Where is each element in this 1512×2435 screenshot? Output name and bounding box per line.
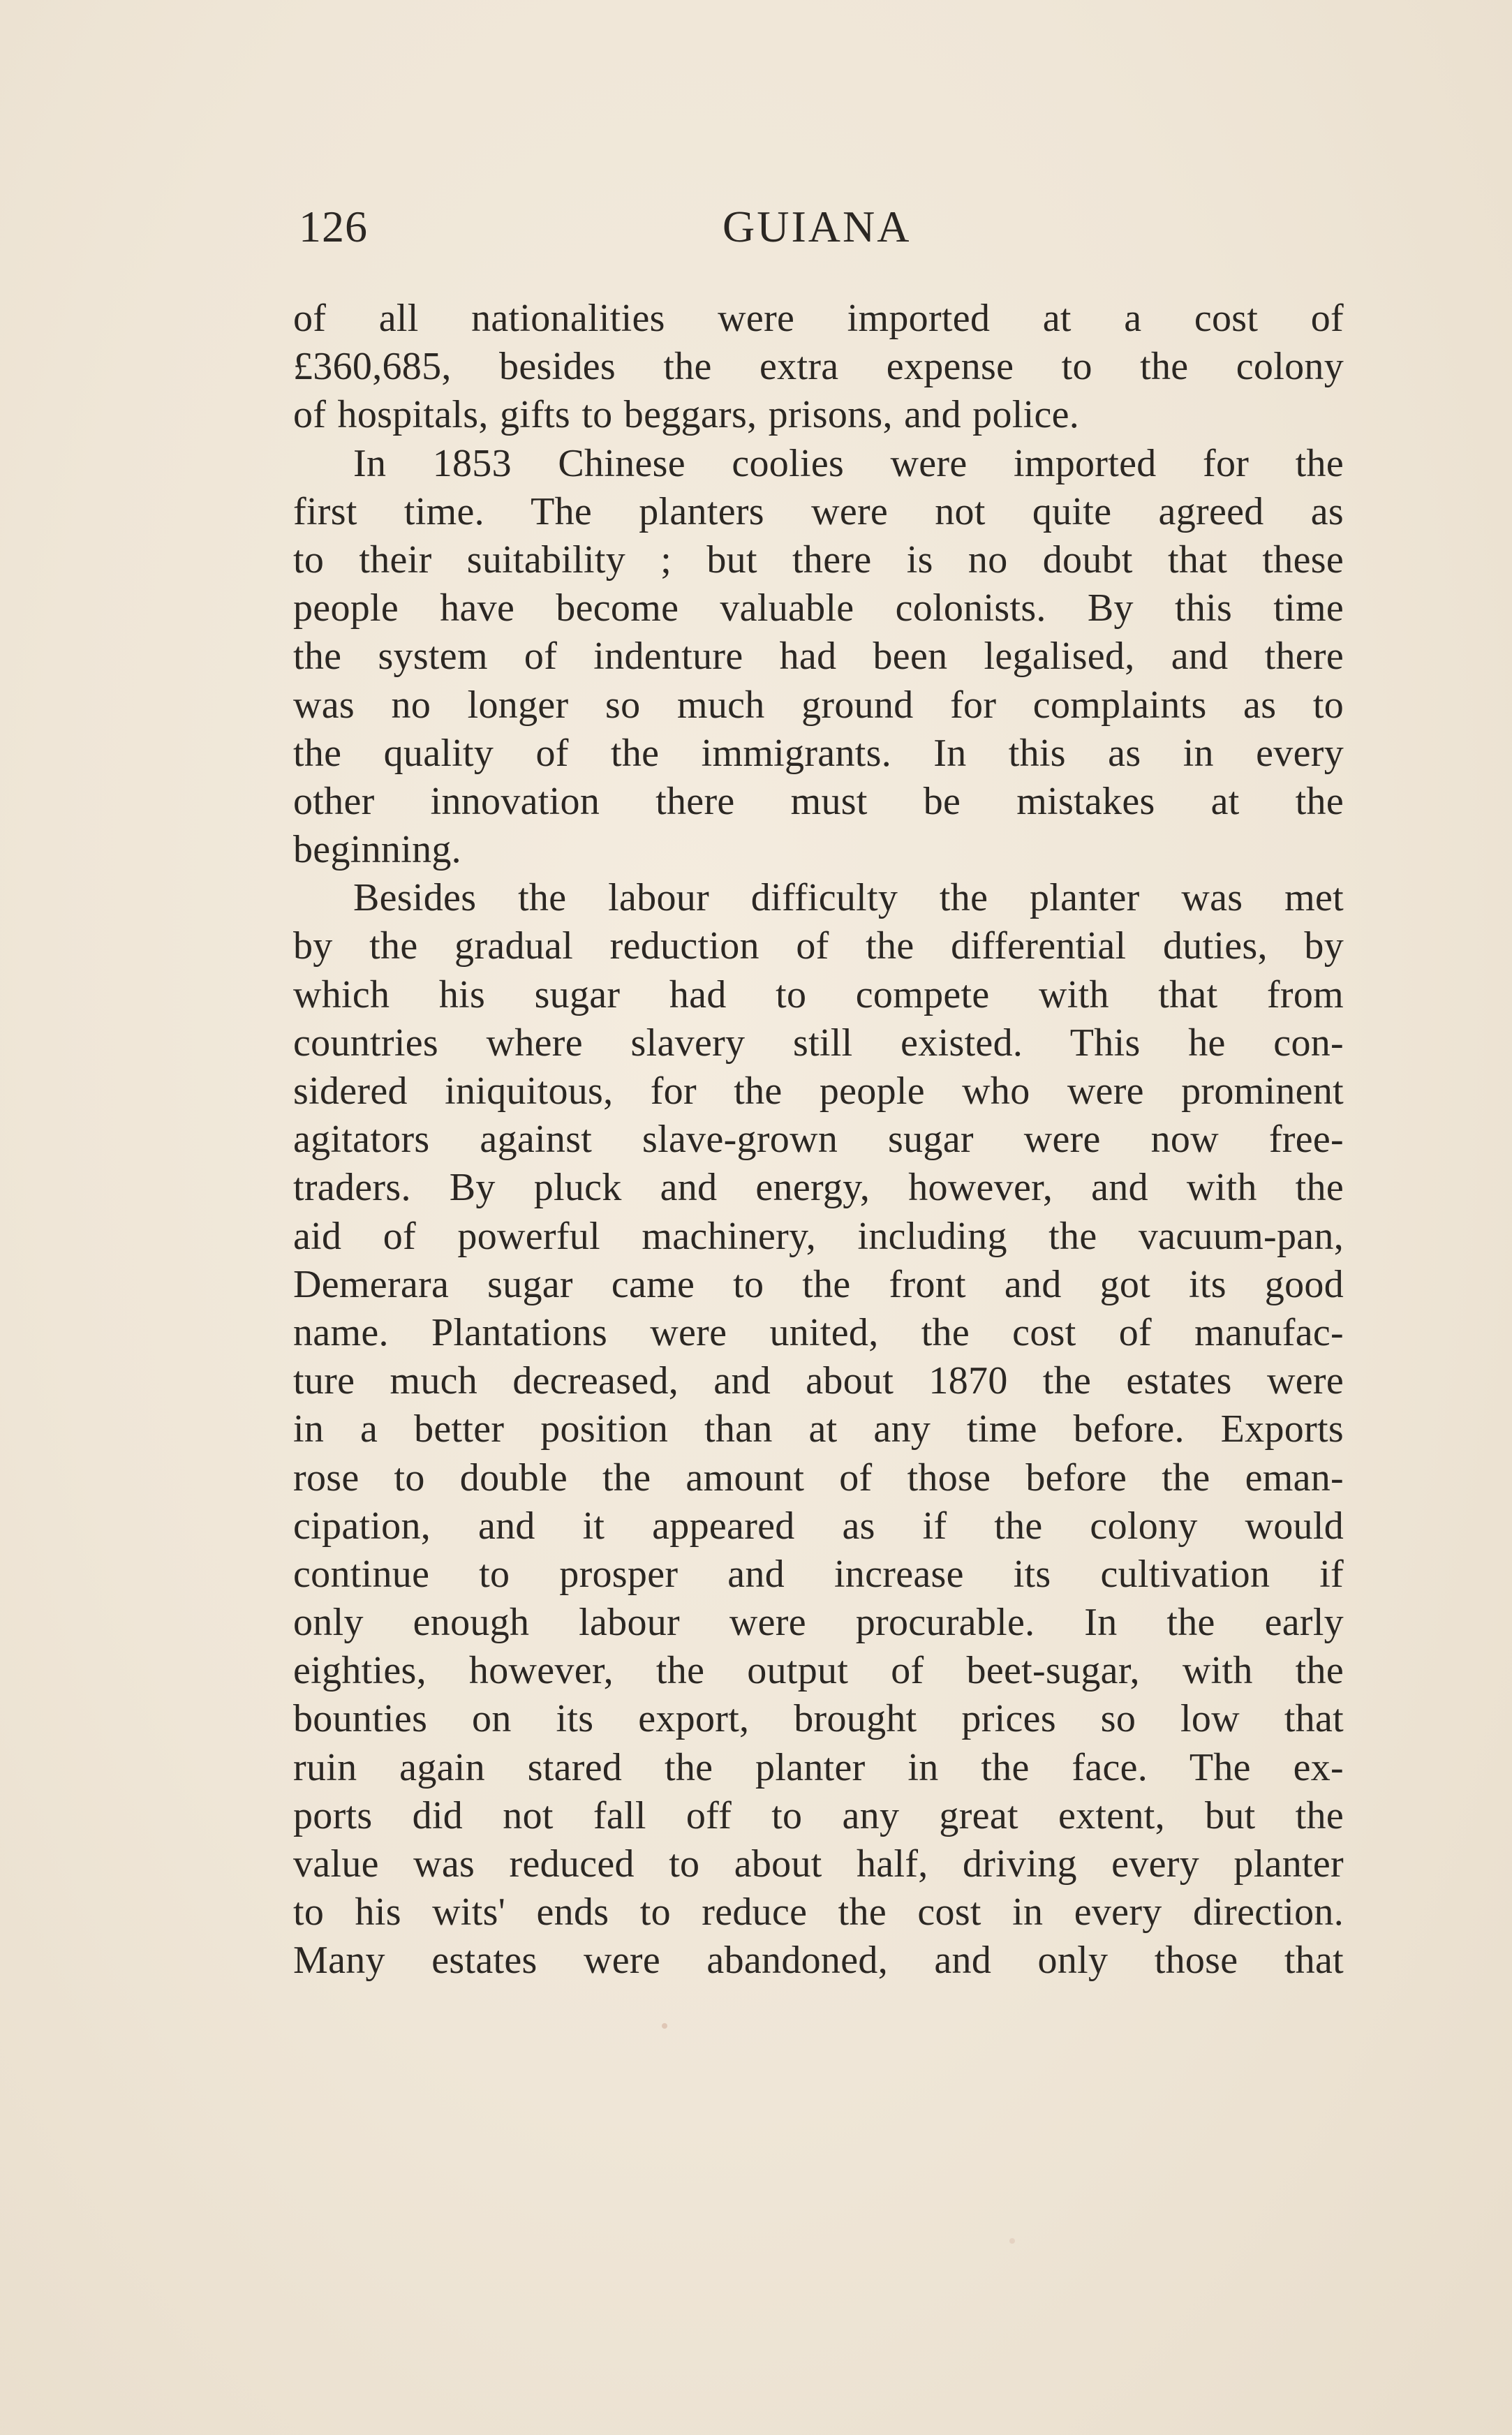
text-line: eighties, however, the output of beet-sugar, with the <box>293 1649 1344 1693</box>
text-line: of hospitals, gifts to beggars, prisons, and police. <box>293 393 1080 437</box>
text-line: traders. By pluck and energy, however, and with the <box>293 1166 1344 1210</box>
text-line: Demerara sugar came to the front and got its good <box>293 1262 1344 1306</box>
text-line: aid of powerful machinery, including the vacuum-pan, <box>293 1214 1344 1258</box>
text-line: other innovation there must be mistakes at the <box>293 779 1344 823</box>
text-line: rose to double the amount of those before the eman- <box>293 1456 1344 1500</box>
text-line: was no longer so much ground for complaints as to <box>293 683 1344 727</box>
text-line: beginning. <box>293 828 461 872</box>
text-line: ture much decreased, and about 1870 the estates were <box>293 1359 1344 1403</box>
text-line: In 1853 Chinese coolies were imported for the <box>353 441 1344 485</box>
text-line: people have become valuable colonists. By this time <box>293 586 1344 630</box>
text-line: the quality of the immigrants. In this as in every <box>293 731 1344 775</box>
text-line: to his wits' ends to reduce the cost in every direction. <box>293 1890 1344 1934</box>
text-line: only enough labour were procurable. In the early <box>293 1601 1344 1645</box>
text-line: cipation, and it appeared as if the colony would <box>293 1504 1344 1548</box>
text-line: sidered iniquitous, for the people who were prominent <box>293 1070 1344 1113</box>
page-number: 126 <box>299 202 368 251</box>
text-line: to their suitability ; but there is no doubt that these <box>293 538 1344 582</box>
text-line: £360,685, besides the extra expense to the colony <box>293 345 1344 389</box>
paper-speck <box>1009 2238 1015 2244</box>
text-line: countries where slavery still existed. This he con- <box>293 1021 1344 1065</box>
text-line: Many estates were abandoned, and only those that <box>293 1939 1344 1983</box>
running-head: GUIANA <box>722 202 912 251</box>
text-line: ports did not fall off to any great extent, but the <box>293 1793 1344 1837</box>
text-line: of all nationalities were imported at a cost of <box>293 297 1344 340</box>
text-line: in a better position than at any time before. Exports <box>293 1407 1344 1451</box>
body-text <box>293 295 1344 1985</box>
text-line: Besides the labour difficulty the planter was met <box>353 876 1344 920</box>
text-line: name. Plantations were united, the cost of manufac- <box>293 1310 1344 1354</box>
text-line: agitators against slave-grown sugar were now free- <box>293 1118 1344 1162</box>
text-line: continue to prosper and increase its cultivation if <box>293 1552 1344 1596</box>
text-line: ruin again stared the planter in the face. The ex- <box>293 1745 1344 1789</box>
text-line: the system of indenture had been legalised, and there <box>293 635 1344 679</box>
text-line: first time. The planters were not quite agreed as <box>293 489 1344 533</box>
text-line: bounties on its export, brought prices so low that <box>293 1697 1344 1741</box>
text-line: value was reduced to about half, driving every planter <box>293 1842 1344 1886</box>
text-line: by the gradual reduction of the differential duties, by <box>293 924 1344 968</box>
page-header <box>299 199 1342 255</box>
text-line: which his sugar had to compete with that from <box>293 972 1344 1016</box>
paper-speck <box>662 2023 667 2029</box>
